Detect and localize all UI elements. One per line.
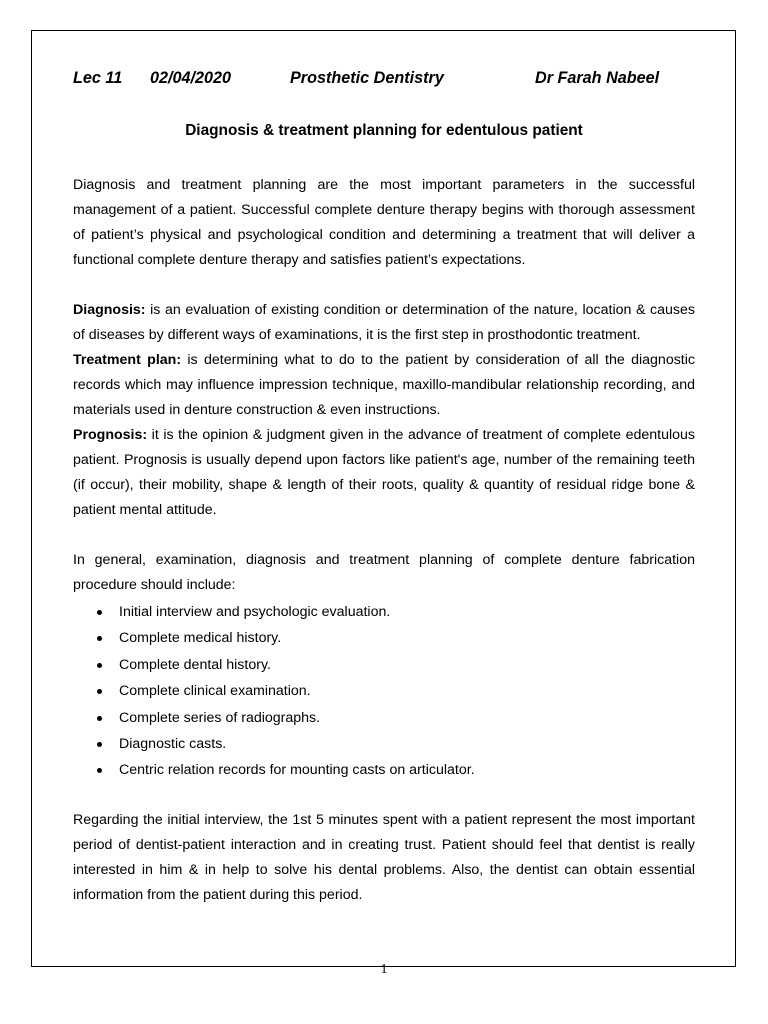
page-title: Diagnosis & treatment planning for edentulous patient — [185, 122, 583, 139]
definition-text: is an evaluation of existing condition or determination of the nature, location & causes of diseases by different ways of examinations, it is the first step in prosthodontic treatment. — [73, 302, 695, 343]
list-item — [73, 652, 695, 678]
list-item-text: Complete series of radiographs. — [119, 709, 321, 726]
author-name: Dr Farah Nabeel — [535, 69, 660, 87]
bullet-icon — [97, 689, 102, 694]
definition-diagnosis — [73, 298, 695, 348]
list-item — [73, 599, 695, 625]
definition-text: is determining what to do to the patient by consideration of all the diagnostic records which may influence impression technique, maxillo-mandibular relationship recording, and materials used in denture construction & even instructions. — [73, 352, 695, 418]
list-item-text: Initial interview and psychologic evaluation. — [119, 604, 391, 620]
bullet-icon — [97, 716, 102, 721]
definition-term: Diagnosis: — [73, 302, 146, 318]
document-header — [73, 64, 695, 92]
general-paragraph: In general, examination, diagnosis and treatment planning of complete denture fabrication procedure should include: — [73, 552, 695, 593]
list-item — [73, 678, 695, 704]
list-item-text: Centric relation records for mounting casts on articulator. — [119, 762, 475, 779]
list-item — [73, 731, 695, 757]
list-item — [73, 757, 695, 783]
list-item — [73, 625, 695, 651]
definition-term: Treatment plan: — [73, 352, 182, 368]
bullet-icon — [97, 742, 102, 747]
closing-paragraph: Regarding the initial interview, the 1st 5 minutes spent with a patient represent the most important period of dentist-patient interaction and in creating trust. Patient should feel that dentist is really interested in him & in help to solve his dental problems. Also, the dentist can obtain essential information from the patient during this period. — [73, 811, 695, 903]
procedure-list — [73, 599, 695, 784]
intro-paragraph: Diagnosis and treatment planning are the most important parameters in the successful management of a patient. Successful complete denture therapy begins with thorough assessment of patient’s physical and psychological condition and determining a treatment that will deliver a functional complete denture therapy and satisfies patient’s expectations. — [73, 177, 695, 268]
page-number: 1 — [380, 962, 388, 977]
bullet-icon — [97, 768, 102, 773]
definition-prognosis — [73, 423, 695, 523]
definition-treatment-plan — [73, 348, 695, 423]
list-item-text: Diagnostic casts. — [119, 736, 227, 753]
bullet-icon — [97, 636, 102, 641]
definition-term: Prognosis: — [73, 427, 148, 443]
list-item-text: Complete clinical examination. — [119, 683, 311, 700]
document-body — [73, 64, 695, 908]
bullet-icon — [97, 663, 102, 668]
list-item-text: Complete dental history. — [119, 656, 271, 673]
lecture-number: Lec 11 — [73, 69, 123, 87]
list-item — [73, 705, 695, 731]
list-item-text: Complete medical history. — [119, 630, 282, 647]
bullet-icon — [97, 610, 102, 615]
subject-title: Prosthetic Dentistry — [290, 69, 444, 87]
definition-text: it is the opinion & judgment given in the advance of treatment of complete edentulous patient. Prognosis is usually depend upon factors like patient's age, number of the remaining teeth (if occur), their mobility, shape & length of their roots, quality & quantity of residual ridge bone & patient mental attitude. — [73, 427, 695, 518]
lecture-date: 02/04/2020 — [150, 69, 232, 87]
